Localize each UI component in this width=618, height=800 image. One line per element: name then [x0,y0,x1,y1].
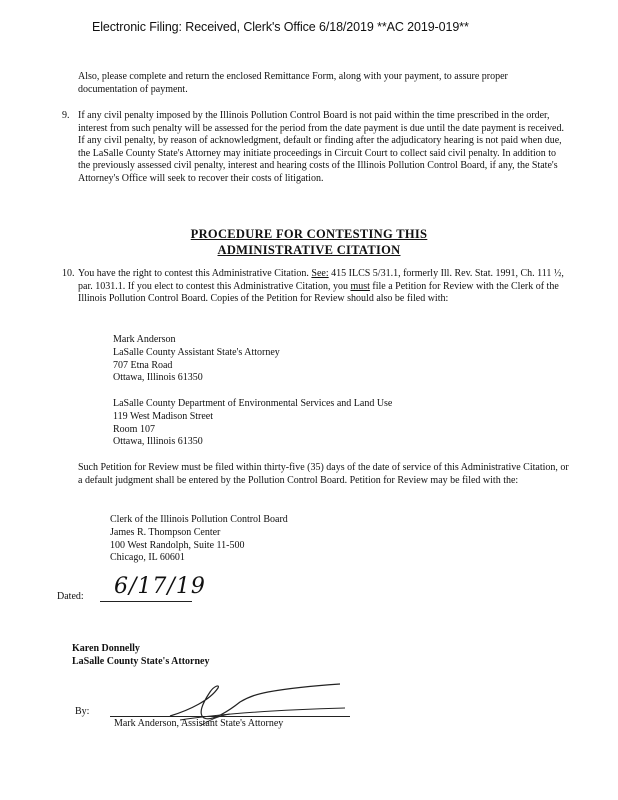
attorney-name: Karen Donnelly [72,643,140,654]
item-10-text-b: 415 ILCS 5/31.1, formerly Ill. Rev. Stat. 1991, Ch. 111 ½, par. 1031.1. If you elect to contest this Administrative Citation, you [78,268,564,292]
dated-label: Dated: [57,591,84,602]
item-10-paragraph [78,268,574,306]
section-heading-line-2: ADMINISTRATIVE CITATION [217,243,401,257]
by-label: By: [75,706,90,717]
item-10-text-a: You have the right to contest this Administrative Citation. [78,268,312,279]
by-signature-line [110,716,350,717]
address-block-clerk [110,514,288,565]
address-line: James R. Thompson Center [110,526,221,538]
item-9-paragraph: If any civil penalty imposed by the Illinois Pollution Control Board is not paid within the time prescribed in the order, interest from such penalty will be assessed for the period from the date payment is due until the date payment is received. If any civil penalty, by reason of acknowledgment, default or finding after the adjudicatory hearing is not paid when due, the LaSalle County State's Attorney may initiate proceedings in Circuit Court to collect said civil penalty. In addition to the previously assessed civil penalty, interest and hearing costs of the Illinois Pollution Control Board, if any, the State's Attorney's Office will seek to recover their costs of litigation. [78,110,564,184]
address-line: Ottawa, Illinois 61350 [113,372,203,384]
dated-handwritten-value: 6/17/19 [114,574,206,599]
address-line: LaSalle County Assistant State's Attorney [113,346,280,358]
address-line: Ottawa, Illinois 61350 [113,436,203,448]
address-block-department [113,398,392,449]
address-line: Mark Anderson [113,334,176,345]
item-10-text-c: file a Petition for Review with the Clerk of the Illinois Pollution Control Board. Copies of the Petition for Review should also be filed with: [78,280,559,305]
item-9-number: 9. [62,110,70,121]
filing-stamp: Electronic Filing: Received, Clerk's Office 6/18/2019 **AC 2019-019** [92,20,469,34]
item-10-see: See: [311,268,329,279]
attorney-block [72,643,210,669]
by-caption: Mark Anderson, Assistant State's Attorney [114,718,284,729]
address-line: Clerk of the Illinois Pollution Control Board [110,514,288,525]
item-10-number: 10. [62,268,75,279]
dated-underline [100,601,192,602]
address-line: Room 107 [113,423,155,435]
address-block-anderson [113,334,280,385]
attorney-title: LaSalle County State's Attorney [72,655,210,667]
address-line: 707 Etna Road [113,359,173,371]
section-heading-line-1: PROCEDURE FOR CONTESTING THIS [190,227,428,241]
remittance-paragraph: Also, please complete and return the enclosed Remittance Form, along with your payment, to assure proper documentation of payment. [78,71,508,95]
address-line: LaSalle County Department of Environmental Services and Land Use [113,398,393,409]
item-10-must: must [350,280,370,292]
petition-paragraph: Such Petition for Review must be filed within thirty-five (35) days of the date of service of this Administrative Citation, or a default judgment shall be entered by the Pollution Control Board. Petition for Review may be filed with the: [78,462,569,486]
address-line: Chicago, IL 60601 [110,552,185,564]
address-line: 100 West Randolph, Suite 11-500 [110,539,245,551]
address-line: 119 West Madison Street [113,410,214,422]
